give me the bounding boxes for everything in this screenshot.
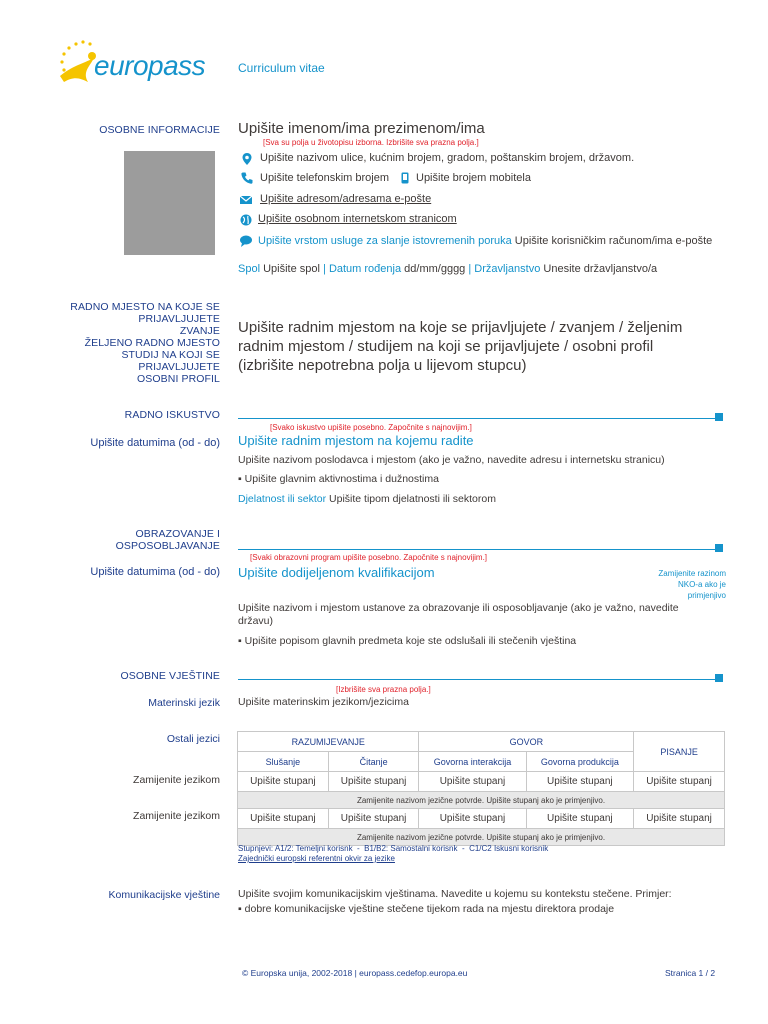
mother-tongue-label: Materinski jezik [148, 697, 220, 709]
location-icon [240, 152, 254, 166]
nqf-line: Zamijenite razinom [658, 569, 726, 578]
level-cell: Upišite stupanj [328, 809, 419, 829]
footer-copyright: © Europska unija, 2002-2018 | europass.cedefop.europa.eu [242, 968, 468, 978]
chat-icon [239, 234, 253, 248]
mobile-text: Upišite brojem mobitela [416, 172, 531, 184]
demographics-line [238, 263, 657, 275]
job-label-line: RADNO MJESTO NA KOJE SE [70, 301, 220, 313]
experience-section-label: RADNO ISKUSTVO [124, 409, 220, 421]
experience-divider [238, 418, 723, 419]
education-divider [238, 549, 723, 550]
interaction-header: Govorna interakcija [419, 752, 526, 772]
writing-header: PISANJE [634, 732, 725, 772]
photo-placeholder [124, 151, 215, 255]
reading-header: Čitanje [328, 752, 419, 772]
job-label-line: ZVANJE [179, 325, 220, 337]
sex-label: Spol [238, 263, 261, 275]
communication-bullet: ▪ dobre komunikacijske vještine stečene tijekom rada na mjestu direktora prodaje [238, 903, 615, 915]
table-row [238, 809, 725, 829]
institution-line: Upišite nazivom i mjestom ustanove za obrazovanje ili osposobljavanje (ako je važno, navedite [238, 602, 679, 614]
job-text-line: (izbrišite nepotrebna polja u lijevom stupcu) [238, 357, 527, 374]
education-dates: Upišite datumima (od - do) [90, 566, 220, 578]
language-table [237, 731, 725, 846]
dob-label: Datum rođenja [328, 263, 402, 275]
mother-tongue-value: Upišite materinskim jezikom/jezicima [238, 696, 409, 708]
email-link[interactable]: Upišite adresom/adresama e-pošte [260, 193, 432, 205]
divider-marker [715, 674, 723, 682]
production-header: Govorna produkcija [526, 752, 634, 772]
institution-line: državu) [238, 615, 274, 627]
divider-marker [715, 413, 723, 421]
table-row [238, 829, 725, 846]
education-institution [238, 602, 679, 628]
logo-text: europass [94, 50, 206, 81]
cefr-link[interactable]: Zajednički europski referentni okvir za jezike [238, 854, 395, 863]
language-row-label: Zamijenite jezikom [133, 774, 220, 786]
separator: | [468, 263, 472, 275]
im-label: Upišite vrstom usluge za slanje istovremenih poruka [258, 235, 512, 247]
job-label-line: PRIJAVLJUJETE [138, 313, 220, 325]
level-cell: Upišite stupanj [634, 772, 725, 792]
skills-divider [238, 679, 723, 680]
level-cell: Upišite stupanj [238, 809, 329, 829]
im-line [258, 235, 712, 247]
experience-employer: Upišite nazivom poslodavca i mjestom (ako je važno, navedite adresu i internetsku stranicu) [238, 454, 665, 466]
job-label-line: STUDIJ NA KOJI SE [121, 349, 220, 361]
job-text-line: Upišite radnim mjestom na koje se prijavljujete / zvanjem / željenim [238, 319, 683, 336]
job-label-line: ŽELJENO RADNO MJESTO [84, 337, 220, 349]
listening-header: Slušanje [238, 752, 329, 772]
certificate-cell: Zamijenite nazivom jezične potvrde. Upišite stupanj ako je primjenjivo. [238, 829, 725, 846]
personal-section-label: OSOBNE INFORMACIJE [99, 124, 220, 136]
job-text-line: radnim mjestom / studijem na koji se prijavljujete / osobni profil [238, 338, 654, 355]
certificate-cell: Zamijenite nazivom jezične potvrde. Upišite stupanj ako je primjenjivo. [238, 792, 725, 809]
education-title: Upišite dodijeljenom kvalifikacijom [238, 565, 435, 580]
email-icon [239, 193, 253, 207]
education-label-line: OSPOSOBLJAVANJE [115, 540, 220, 552]
divider-marker [715, 544, 723, 552]
nqf-line: primjenjivo [687, 591, 726, 600]
cefr-levels: Stupnjevi: A1/2: Temeljni korisnk - B1/B2: Samostalni korisnk - C1/C2 Iskusni korisnik [238, 844, 549, 853]
sector-value: Upišite tipom djelatnosti ili sektorom [329, 493, 496, 505]
nqf-level [636, 568, 726, 601]
education-bullet-text: Upišite popisom glavnih predmeta koje ste odslušali ili stečenih vještina [244, 635, 577, 647]
mobile-icon [398, 171, 412, 185]
level-cell: Upišite stupanj [419, 809, 526, 829]
cv-title: Curriculum vitae [238, 61, 325, 75]
table-row [238, 772, 725, 792]
understanding-header: RAZUMIJEVANJE [238, 732, 419, 752]
level-cell: Upišite stupanj [634, 809, 725, 829]
level-cell: Upišite stupanj [328, 772, 419, 792]
table-row [238, 792, 725, 809]
job-applied-text [238, 318, 682, 375]
sector-label: Djelatnost ili sektor [238, 493, 327, 505]
nationality-value: Unesite državljanstvo/a [543, 263, 658, 275]
address-text: Upišite nazivom ulice, kućnim brojem, gradom, poštanskim brojem, državom. [260, 152, 635, 164]
experience-title: Upišite radnim mjestom na kojemu radite [238, 433, 474, 448]
sector-line [238, 493, 496, 505]
job-label-line: PRIJAVLJUJETE [138, 361, 220, 373]
communication-bullet-text: dobre komunikacijske vještine stečene tijekom rada na mjestu direktora prodaje [244, 903, 615, 915]
phone-icon [240, 171, 254, 185]
education-label-line: OBRAZOVANJE I [135, 528, 220, 540]
website-link[interactable]: Upišite osobnom internetskom stranicom [258, 213, 457, 225]
skills-section-label: OSOBNE VJEŠTINE [120, 670, 220, 682]
communication-text: Upišite svojim komunikacijskim vještinama. Navedite u kojemu su kontekstu stečene. Primjer: [238, 888, 672, 900]
communication-label: Komunikacijske vještine [108, 889, 220, 901]
experience-note: [Svako iskustvo upišite posebno. Započnite s najnovijim.] [270, 423, 472, 432]
level-cell: Upišite stupanj [419, 772, 526, 792]
dob-value: dd/mm/gggg [404, 263, 466, 275]
education-bullet: ▪ Upišite popisom glavnih predmeta koje ste odslušali ili stečenih vještina [238, 635, 577, 647]
skills-note: [Izbrišite sva prazna polja.] [336, 685, 431, 694]
separator: | [323, 263, 326, 275]
page-number: Stranica 1 / 2 [665, 968, 716, 978]
experience-dates: Upišite datumima (od - do) [90, 437, 220, 449]
other-languages-label: Ostali jezici [166, 733, 220, 745]
im-value: Upišite korisničkim računom/ima e-pošte [514, 235, 713, 247]
nationality-label: Državljanstvo [474, 263, 541, 275]
level-cell: Upišite stupanj [526, 772, 634, 792]
speaking-header: GOVOR [419, 732, 634, 752]
level-cell: Upišite stupanj [526, 809, 634, 829]
experience-bullet-text: Upišite glavnim aktivnostima i dužnostima [244, 473, 439, 485]
education-note: [Svaki obrazovni program upišite posebno. Započnite s najnovijim.] [250, 553, 488, 562]
sex-value: Upišite spol [263, 263, 320, 275]
job-section-label [70, 301, 220, 385]
experience-bullet: ▪ Upišite glavnim aktivnostima i dužnostima [238, 473, 439, 485]
nqf-line: NKO-a ako je [677, 580, 726, 589]
web-icon [239, 213, 253, 227]
full-name: Upišite imenom/ima prezimenom/ima [238, 120, 485, 137]
phone-text: Upišite telefonskim brojem [260, 172, 389, 184]
level-cell: Upišite stupanj [238, 772, 329, 792]
education-section-label [116, 528, 220, 552]
europass-logo [52, 36, 222, 92]
language-row-label: Zamijenite jezikom [133, 810, 220, 822]
job-label-line: OSOBNI PROFIL [137, 373, 220, 385]
personal-note: [Sva su polja u životopisu izborna. Izbrišite sva prazna polja.] [263, 138, 479, 147]
